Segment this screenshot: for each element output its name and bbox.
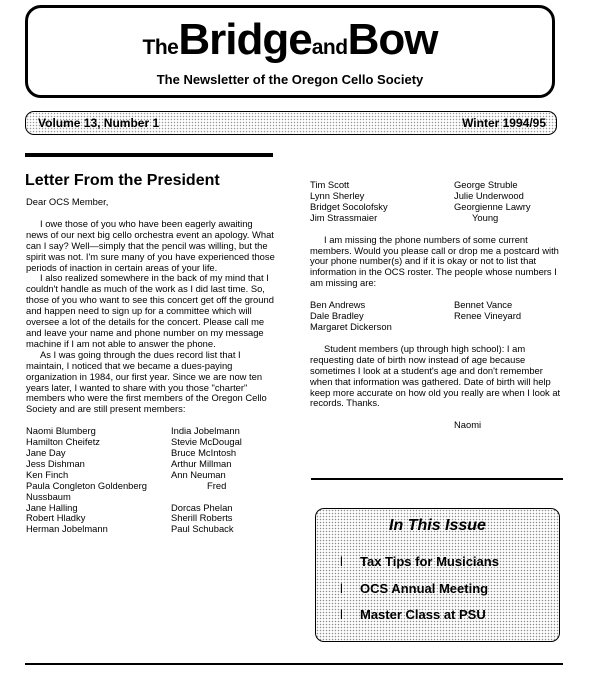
member-name: Paul Schuback — [171, 523, 234, 535]
member-name — [171, 492, 281, 503]
missing-numbers-list — [310, 300, 562, 333]
member-name: Bridget Socolofsky — [310, 200, 388, 212]
article-heading: Letter From the President — [25, 172, 220, 189]
issue-item-label: Master Class at PSU — [360, 607, 486, 622]
title-bridge: Bridge — [178, 15, 312, 64]
title-the: The — [142, 36, 179, 59]
paragraph-2: I also realized somewhere in the back of my mind that I couldn't handle as much of the work as I did last time. So, those of you who want to see this concert get off the ground and happen need to sign up for a committee which will oversee a lot of the details for the concert. Please call me and leave your name and phone number on my message machine if I am not able to answer the phone. — [26, 272, 274, 349]
footer-rule — [25, 663, 563, 665]
member-name: India Jobelmann — [171, 425, 240, 437]
right-column — [310, 180, 562, 431]
member-name: Naomi Blumberg — [26, 425, 96, 437]
paragraph-3: As I was going through the dues record list that I maintain, I noticed that we became a dues-paying organization in 1984, our first year. Since we are now ten years later, I wanted to share with you those "charter" members who were the first members of the Oregon Cello Society and are still present members: — [26, 348, 267, 415]
bullet-icon: l — [340, 554, 343, 569]
volume-number: Volume 13, Number 1 — [38, 116, 160, 130]
member-name: Herman Jobelmann — [26, 523, 108, 535]
member-name: Jane Day — [26, 447, 66, 459]
member-name: Renee Vineyard — [454, 310, 522, 322]
paragraph-1: I owe those of you who have been eagerly awaiting news of our next big cello orchestra event an apology. What can I say? Well—simply that the pencil was willing, but the spirit was not. I'm sure many of you have experienced those periods of inaction in certain areas of your life. — [26, 217, 275, 273]
member-name — [454, 322, 564, 333]
charter-members-list — [26, 426, 276, 535]
member-name: Nussbaum — [26, 490, 71, 502]
member-name: Stevie McDougal — [171, 436, 242, 448]
issue-item-annual-meeting[interactable] — [340, 581, 488, 596]
member-name: Jess Dishman — [26, 457, 85, 469]
heading-rule — [25, 153, 273, 157]
issue-item-tax-tips[interactable] — [340, 554, 499, 569]
member-name: Lynn Sherley — [310, 189, 365, 201]
newsletter-subtitle: The Newsletter of the Oregon Cello Society — [156, 72, 424, 87]
member-name: Jane Halling — [26, 501, 78, 513]
member-name: Margaret Dickerson — [310, 320, 392, 332]
member-name: Julie Underwood — [454, 189, 524, 201]
charter-members-list-continued — [310, 180, 562, 224]
member-name: Hamilton Cheifetz — [26, 436, 100, 448]
member-name: Ann Neuman — [171, 468, 226, 480]
member-name: Bruce McIntosh — [171, 447, 237, 459]
in-this-issue-title: In This Issue — [389, 517, 486, 534]
paragraph-4: I am missing the phone numbers of some current members. Would you please call or drop me a postcard with your phone number(s) and if it is okay or not to list that information in the OCS roster. The people whose numbers I am missing are: — [310, 233, 559, 289]
paragraph-5: Student members (up through high school): I am requesting date of birth now instead of age because sometimes I look at a student's age and don't remember when that information was gathered. Date of birth will help keep more accurate on how old you really are when I look at records. Thanks. — [310, 342, 561, 409]
issue-item-label: OCS Annual Meeting — [360, 581, 489, 596]
in-this-issue-box — [315, 508, 560, 642]
title-bow: Bow — [347, 15, 438, 64]
member-name: Ken Finch — [26, 468, 69, 480]
left-column — [26, 197, 276, 535]
member-name: Paula Congleton Goldenberg — [26, 479, 147, 491]
volume-bar — [25, 111, 557, 135]
member-name: Jim Strassmaier — [310, 211, 378, 223]
member-name: Dorcas Phelan — [171, 501, 233, 513]
issue-item-master-class[interactable] — [340, 607, 486, 622]
masthead — [25, 5, 555, 98]
member-name: Robert Hladky — [26, 512, 86, 524]
member-name: George Struble — [454, 179, 518, 190]
bullet-icon: l — [340, 581, 343, 596]
member-name: Ben Andrews — [310, 299, 366, 311]
member-name: Fred — [207, 479, 227, 491]
column-rule — [311, 478, 563, 480]
title-and: and — [311, 36, 348, 59]
signature: Naomi — [454, 419, 482, 431]
member-name: Georgienne Lawry — [454, 200, 531, 212]
member-name: Arthur Millman — [171, 457, 232, 469]
member-name: Young — [472, 211, 499, 223]
issue-season: Winter 1994/95 — [462, 116, 546, 130]
member-name: Dale Bradley — [310, 310, 364, 322]
member-name: Bennet Vance — [454, 299, 513, 311]
newsletter-title — [28, 15, 552, 64]
salutation: Dear OCS Member, — [26, 196, 109, 207]
member-name: Sherill Roberts — [171, 512, 233, 524]
member-name: Tim Scott — [310, 179, 350, 190]
issue-item-label: Tax Tips for Musicians — [360, 554, 499, 569]
bullet-icon: l — [340, 607, 343, 622]
